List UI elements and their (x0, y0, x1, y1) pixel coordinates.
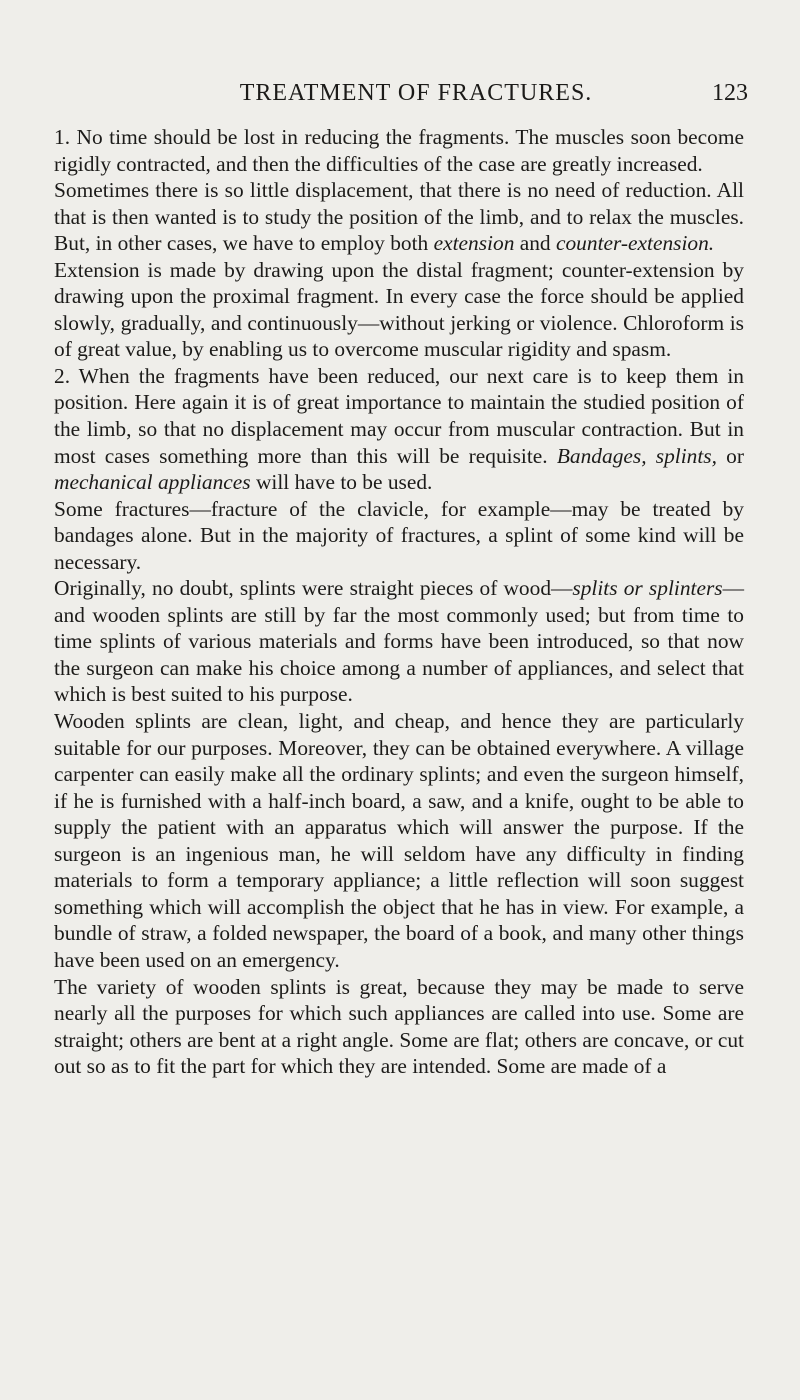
paragraph-wooden-splints: Wooden splints are clean, light, and cheap, and hence they are particularly suitable for our purposes. Moreover, they can be obtained everywhere. A village carpenter can easily make all the ordinary splints; and even the surgeon himself, if he is furnished with a half-inch board, a saw, and a knife, ought to be able to supply the patient with an apparatus which will answer the purpose. If the surgeon is an ingenious man, he will seldom have any difficulty in finding materials to form a temporary appliance; a little reflection will soon suggest something which will accomplish the object that he has in view. For example, a bundle of straw, a folded newspaper, the board of a book, and many other things have been used on an emergency. (54, 709, 744, 972)
emphasis-splits-splinters: splits or splinters (572, 576, 723, 601)
page-header (54, 78, 748, 118)
paragraph-keep-position: 2. When the fragments have been reduced, our next care is to keep them in position. Here again it is of great importance to maintain the studied position of the limb, so that no displacement may occur from muscular contraction. But in most cases something more than this will be requisite. Bandages, splints, or mechanical appliances will have to be used. (54, 363, 745, 495)
emphasis-extension: extension (433, 231, 515, 256)
page-number: 123 (712, 80, 748, 106)
emphasis-counter-extension: counter-extension. (555, 231, 715, 256)
running-head: TREATMENT OF FRACTURES. (239, 80, 593, 106)
paragraph-bandages-alone: Some fractures—fracture of the clavicle, for example—may be treated by bandages alone. But in the majority of fractures, a splint of some kind will be necessary. (54, 496, 744, 574)
paragraph-extension-method: Extension is made by drawing upon the distal fragment; counter-extension by drawing upon the proximal fragment. In every case the force should be applied slowly, gradually, and continuously—without jerking or violence. Chloroform is of great value, by enabling us to overcome muscular rigidity and spasm. (54, 257, 744, 362)
paragraph-extension: Sometimes there is so little displacement, that there is no need of reduction. All that is then wanted is to study the position of the limb, and to relax the muscles. But, in other cases, we have to employ both extension and counter-extension. (54, 178, 744, 256)
paragraph-origin-of-splints: Originally, no doubt, splints were straight pieces of wood—splits or splinters—and wooden splints are still by far the most commonly used; but from time to time splints of various materials and forms have been introduced, so that now the surgeon can make his choice among a number of appliances, and select that which is best suited to his purpose. (54, 576, 744, 707)
paragraph-reduction-urgency: 1. No time should be lost in reducing the fragments. The muscles soon become rigidly contracted, and then the difficulties of the case are greatly increased. (54, 125, 744, 176)
paragraph-variety-of-splints: The variety of wooden splints is great, because they may be made to serve nearly all the purposes for which such appliances are called into use. Some are straight; others are bent at a right angle. Some are flat; others are concave, or cut out so as to fit the part for which they are intended. Some are made of a (54, 974, 744, 1079)
emphasis-mechanical-appliances: mechanical appliances (54, 470, 251, 495)
emphasis-bandages-splints: Bandages, splints, (556, 443, 717, 468)
body-text (54, 124, 744, 1080)
